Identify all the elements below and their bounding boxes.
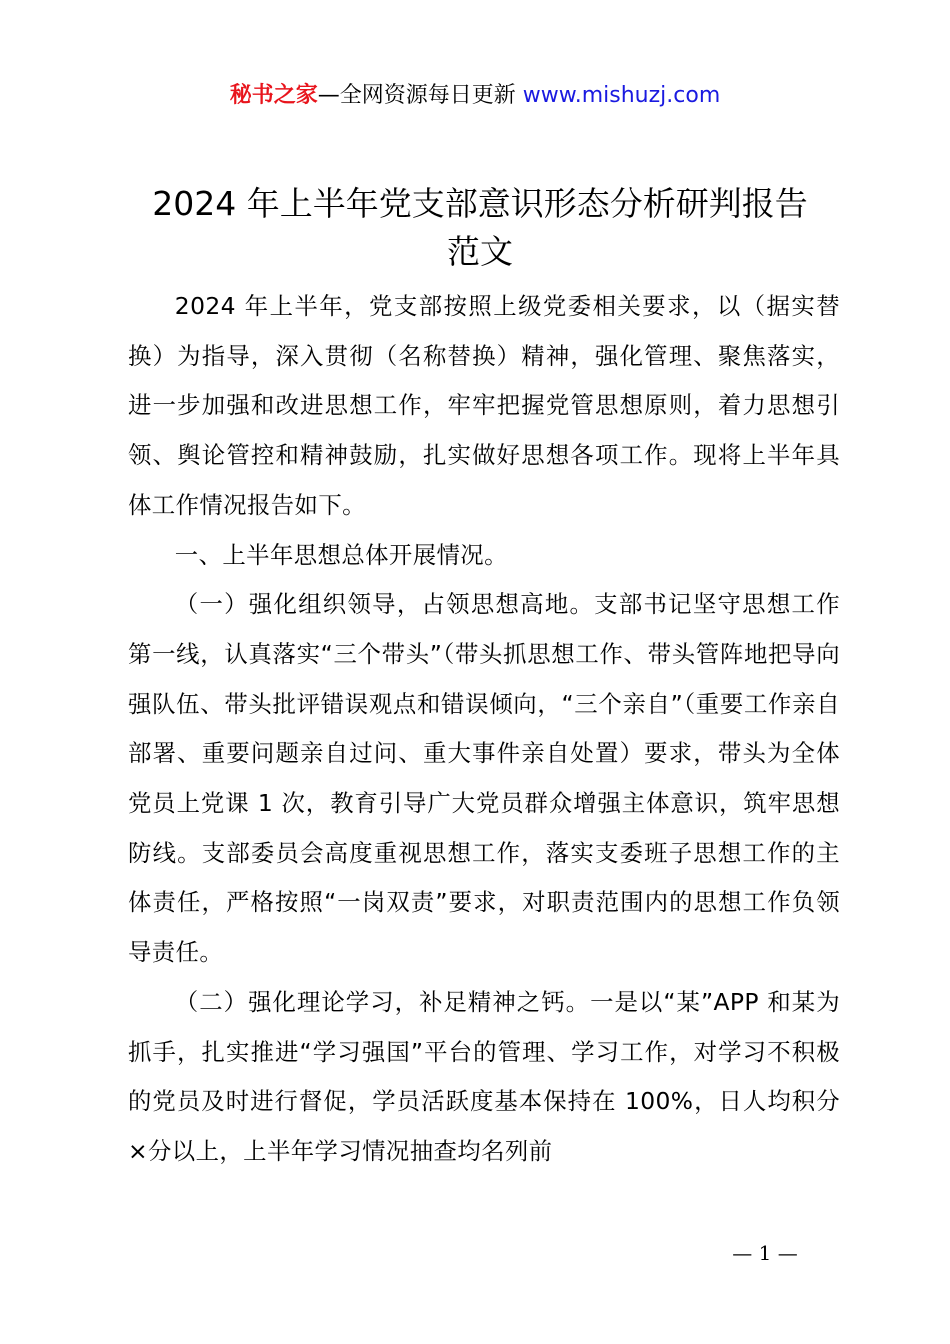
- header-tagline: —全网资源每日更新: [317, 83, 516, 108]
- page-number: — 1 —: [732, 1241, 798, 1265]
- document-body: [128, 282, 840, 1177]
- site-header: [0, 80, 950, 112]
- intro-paragraph: 2024 年上半年，党支部按照上级党委相关要求，以（据实替换）为指导，深入贯彻（名称替换）精神，强化管理、聚焦落实，进一步加强和改进思想工作，牢牢把握党管思想原则，着力思想引领、舆论管控和精神鼓励，扎实做好思想各项工作。现将上半年具体工作情况报告如下。: [128, 292, 840, 519]
- site-url[interactable]: www.mishuzj.com: [522, 83, 721, 108]
- brand-name: 秘书之家: [229, 83, 318, 108]
- title-line-1: 2024 年上半年党支部意识形态分析研判报告: [152, 184, 808, 223]
- section-heading: 一、上半年思想总体开展情况。: [174, 540, 508, 569]
- document-title: [110, 180, 850, 276]
- title-line-2: 范文: [447, 232, 513, 271]
- body-paragraph-1: （一）强化组织领导，占领思想高地。支部书记坚守思想工作第一线，认真落实“三个带头”（带头抓思想工作、带头管阵地把导向强队伍、带头批评错误观点和错误倾向，“三个亲自”（重要工作亲自部署、重要问题亲自过问、重大事件亲自处置）要求，带头为全体党员上党课 1 次，教育引导广大党员群众增强主体意识，筑牢思想防线。支部委员会高度重视思想工作，落实支委班子思想工作的主体责任，严格按照“一岗双责”要求，对职责范围内的思想工作负领导责任。: [128, 590, 840, 967]
- body-paragraph-2: （二）强化理论学习，补足精神之钙。一是以“某”APP 和某为抓手，扎实推进“学习强国”平台的管理、学习工作，对学习不积极的党员及时进行督促，学员活跃度基本保持在 100%，日人均积分×分以上，上半年学习情况抽查均名列前: [128, 987, 840, 1165]
